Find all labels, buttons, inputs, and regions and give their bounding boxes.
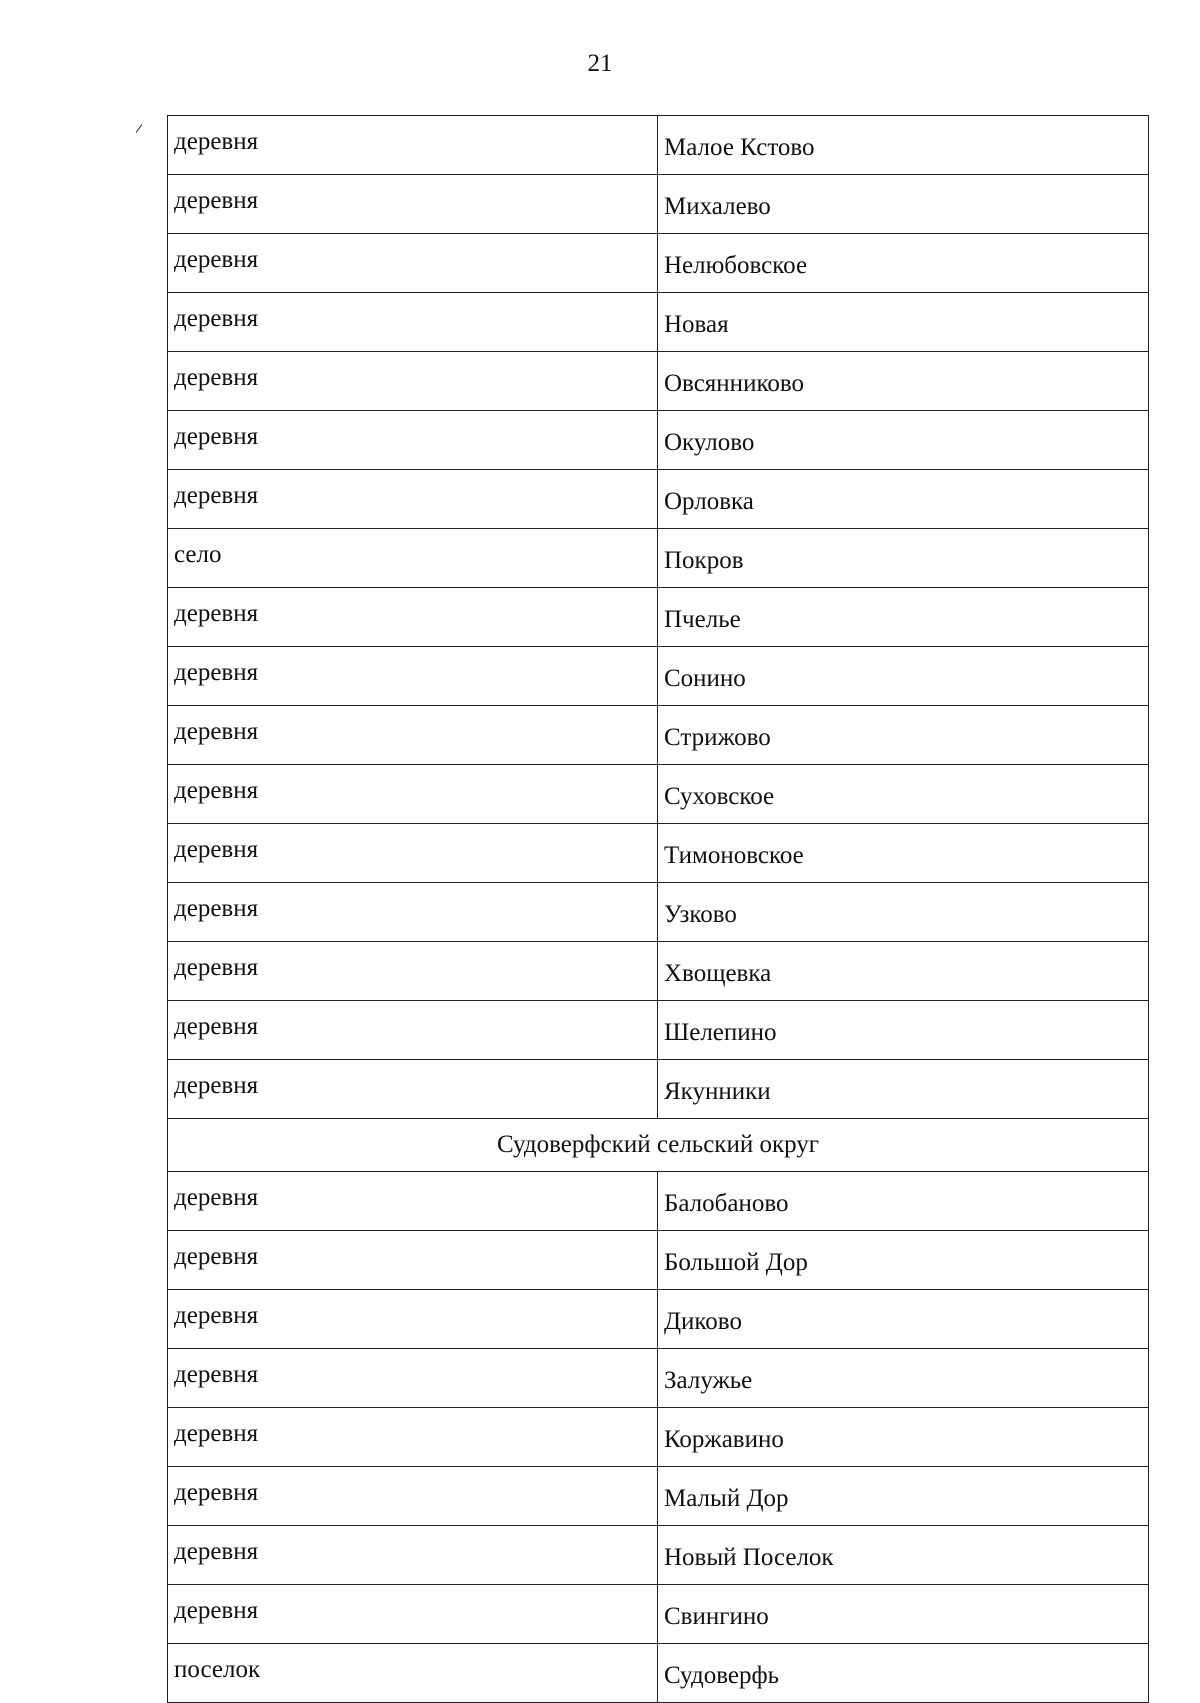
settlement-name-cell: Новая (658, 293, 1149, 352)
settlement-type-cell: деревня (168, 1526, 658, 1585)
settlement-name-cell: Свингино (658, 1585, 1149, 1644)
settlement-type-cell: деревня (168, 588, 658, 647)
table-row (168, 1467, 1149, 1526)
table-row (168, 234, 1149, 293)
settlement-type-cell: деревня (168, 942, 658, 1001)
table-row (168, 1408, 1149, 1467)
settlement-name-cell: Малый Дор (658, 1467, 1149, 1526)
table-row (168, 1231, 1149, 1290)
table-row (168, 765, 1149, 824)
settlement-name-cell: Судоверфь (658, 1644, 1149, 1703)
settlement-name-cell: Орловка (658, 470, 1149, 529)
settlement-name-cell: Малое Кстово (658, 116, 1149, 175)
table-row (168, 588, 1149, 647)
settlement-type-cell: деревня (168, 293, 658, 352)
settlement-type-cell: деревня (168, 116, 658, 175)
settlement-type-cell: деревня (168, 765, 658, 824)
settlement-name-cell: Стрижово (658, 706, 1149, 765)
settlement-type-cell: деревня (168, 1408, 658, 1467)
settlement-type-cell: деревня (168, 1467, 658, 1526)
settlement-type-cell: деревня (168, 234, 658, 293)
table-row (168, 411, 1149, 470)
settlement-name-cell: Узково (658, 883, 1149, 942)
settlement-type-cell: деревня (168, 1290, 658, 1349)
settlement-name-cell: Новый Поселок (658, 1526, 1149, 1585)
settlement-name-cell: Большой Дор (658, 1231, 1149, 1290)
settlement-name-cell: Сонино (658, 647, 1149, 706)
settlement-name-cell: Суховское (658, 765, 1149, 824)
settlement-name-cell: Тимоновское (658, 824, 1149, 883)
settlement-type-cell: деревня (168, 1172, 658, 1231)
table-row (168, 706, 1149, 765)
settlement-type-cell: деревня (168, 1231, 658, 1290)
table-row (168, 1585, 1149, 1644)
table-row (168, 883, 1149, 942)
settlement-type-cell: деревня (168, 1349, 658, 1408)
table-row (168, 1060, 1149, 1119)
scan-mark (136, 124, 143, 133)
table-row (168, 1644, 1149, 1703)
table-row (168, 529, 1149, 588)
table-row (168, 1349, 1149, 1408)
settlement-name-cell: Шелепино (658, 1001, 1149, 1060)
table-row (168, 293, 1149, 352)
settlement-name-cell: Коржавино (658, 1408, 1149, 1467)
settlement-type-cell: село (168, 529, 658, 588)
settlement-name-cell: Хвощевка (658, 942, 1149, 1001)
settlement-name-cell: Пчелье (658, 588, 1149, 647)
settlement-name-cell: Покров (658, 529, 1149, 588)
table-row (168, 116, 1149, 175)
table-row (168, 1290, 1149, 1349)
settlement-name-cell: Якунники (658, 1060, 1149, 1119)
settlement-type-cell: деревня (168, 1060, 658, 1119)
table-row (168, 352, 1149, 411)
settlement-type-cell: деревня (168, 883, 658, 942)
settlements-table-body (168, 116, 1149, 1703)
settlement-name-cell: Окулово (658, 411, 1149, 470)
page-number: 21 (587, 50, 613, 77)
settlement-type-cell: деревня (168, 352, 658, 411)
table-row (168, 175, 1149, 234)
settlement-type-cell: поселок (168, 1644, 658, 1703)
table-row (168, 942, 1149, 1001)
settlement-type-cell: деревня (168, 1585, 658, 1644)
settlement-name-cell: Михалево (658, 175, 1149, 234)
settlement-name-cell: Балобаново (658, 1172, 1149, 1231)
section-header-row (168, 1119, 1149, 1172)
settlements-table (167, 115, 1149, 1703)
table-row (168, 647, 1149, 706)
settlement-type-cell: деревня (168, 175, 658, 234)
settlement-type-cell: деревня (168, 470, 658, 529)
settlement-type-cell: деревня (168, 706, 658, 765)
settlement-type-cell: деревня (168, 647, 658, 706)
settlement-name-cell: Нелюбовское (658, 234, 1149, 293)
table-row (168, 1526, 1149, 1585)
table-row (168, 824, 1149, 883)
section-title: Судоверфский сельский округ (168, 1119, 1149, 1172)
settlement-type-cell: деревня (168, 1001, 658, 1060)
table-row (168, 1001, 1149, 1060)
settlement-name-cell: Овсянниково (658, 352, 1149, 411)
settlement-name-cell: Залужье (658, 1349, 1149, 1408)
settlement-type-cell: деревня (168, 411, 658, 470)
settlement-type-cell: деревня (168, 824, 658, 883)
table-row (168, 1172, 1149, 1231)
settlement-name-cell: Диково (658, 1290, 1149, 1349)
table-row (168, 470, 1149, 529)
